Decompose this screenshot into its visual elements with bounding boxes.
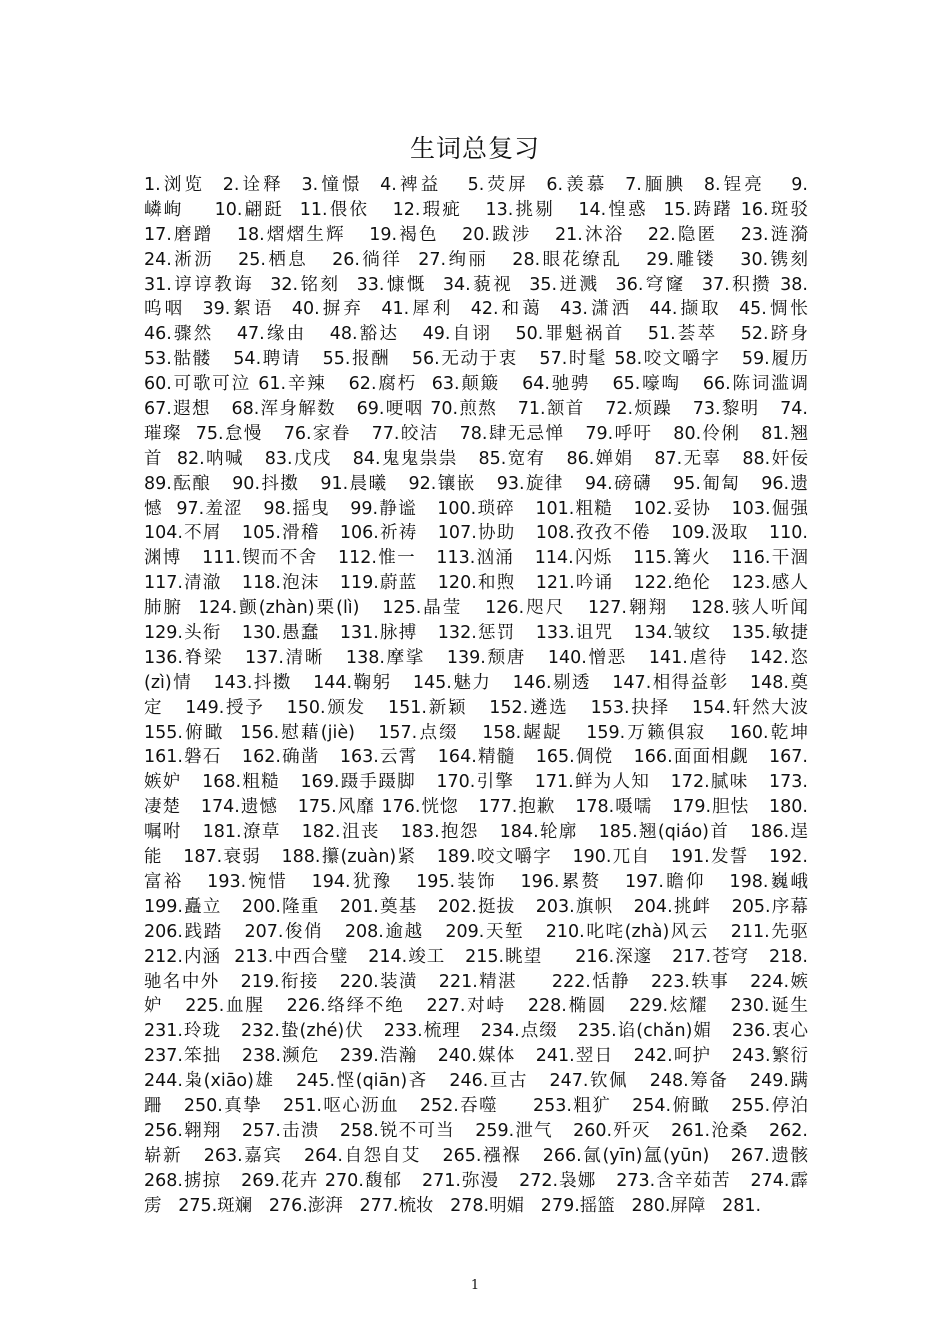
vocab-line: 24.淅沥 25.栖息 26.徜徉 27.绚丽 28.眼花缭乱 29.雕镂 30.镌刻 (144, 249, 808, 270)
vocab-line: 206.践踏 207.俊俏 208.逾越 209.天堑 210.叱咤(zhà)风云 211.先驱 (144, 921, 808, 942)
vocab-line: 妒 225.血腥 226.络绎不绝 227.对峙 228.椭圆 229.炫耀 230.诞生 (144, 996, 808, 1017)
page-number: 1 (470, 1278, 480, 1293)
vocab-line: 53.骷髅 54.聘请 55.报酬 56.无动于衷 57.时髦 58.咬文嚼字 59.履历 (144, 349, 808, 370)
vocab-line: 富裕 193.惋惜 194.犹豫 195.装饰 196.累赘 197.瞻仰 198.巍峨 (144, 871, 808, 892)
vocab-line: 136.脊梁 137.清晰 138.摩挲 139.颓唐 140.憎恶 141.虐待 142.恣 (144, 647, 808, 668)
vocab-line: 雳 275.斑斓 276.澎湃 277.梳妆 278.明媚 279.摇篮 280.屏障 281. (144, 1195, 762, 1216)
vocab-line: 231.玲珑 232.蛰(zhé)伏 233.梳理 234.点缀 235.谄(chǎn)媚 236.衷心 (144, 1021, 808, 1042)
vocab-line: 能 187.衰弱 188.攥(zuàn)紧 189.咬文嚼字 190.兀自 191.发誓 192. (144, 847, 808, 868)
vocab-line: 凄楚 174.遗憾 175.风靡 176.恍惚 177.抱歉 178.嗫嚅 179.胆怯 180. (144, 797, 808, 818)
vocab-line: 肺腑 124.颤(zhàn)栗(lì) 125.晶莹 126.咫尺 127.翱翔 128.骇人听闻 (144, 598, 808, 619)
vocab-line: 31.谆谆教诲 32.铭刻 33.慷慨 34.藐视 35.迸溅 36.穹窿 37.积攒 38. (144, 274, 808, 295)
vocab-line: 89.酝酿 90.抖擞 91.晨曦 92.镶嵌 93.旋律 94.磅礴 95.匍匐 96.遗 (144, 473, 808, 494)
vocab-line: 跚 250.真挚 251.呕心沥血 252.吞噬 253.粗犷 254.俯瞰 255.停泊 (144, 1095, 808, 1116)
vocab-line: 崭新 263.嘉宾 264.自怨自艾 265.襁褓 266.氤(yīn)氲(yūn) 267.遗骸 (144, 1145, 808, 1166)
vocab-line: 17.磨蹭 18.熠熠生辉 19.褐色 20.跋涉 21.沐浴 22.隐匿 23.涟漪 (144, 224, 808, 245)
vocab-line: 129.头衔 130.愚蠢 131.脉搏 132.惩罚 133.诅咒 134.皱纹 135.敏捷 (144, 623, 808, 644)
vocab-line: 155.俯瞰 156.慰藉(jiè) 157.点缀 158.龌龊 159.万籁俱寂 160.乾坤 (144, 722, 808, 743)
vocab-line: 67.遐想 68.浑身解数 69.哽咽 70.煎熬 71.颔首 72.烦躁 73.黎明 74. (144, 399, 808, 420)
vocab-line: 104.不屑 105.滑稽 106.祈祷 107.协助 108.孜孜不倦 109.汲取 110. (144, 523, 808, 544)
vocab-line: 199.矗立 200.隆重 201.奠基 202.挺拔 203.旗帜 204.挑衅 205.序幕 (144, 896, 808, 917)
vocab-line: 呜咽 39.絮语 40.摒弃 41.犀利 42.和蔼 43.潇洒 44.撷取 45.惆怅 (144, 299, 808, 320)
vocabulary-list (144, 173, 808, 1218)
vocab-line: 212.内涵 213.中西合璧 214.竣工 215.眺望 216.深邃 217.苍穹 218. (144, 946, 808, 967)
page-title: 生词总复习 (409, 134, 540, 163)
vocab-line: (zì)情 143.抖擞 144.鞠躬 145.魅力 146.剔透 147.相得益彰 148.奠 (144, 672, 808, 693)
vocab-line: 244.枭(xiāo)雄 245.悭(qiān)吝 246.亘古 247.钦佩 248.筹备 249.蹒 (144, 1071, 808, 1092)
vocab-line: 嫉妒 168.粗糙 169.蹑手蹑脚 170.引擎 171.鲜为人知 172.腻味 173. (144, 772, 808, 793)
vocab-line: 117.清澈 118.泡沫 119.蔚蓝 120.和煦 121.吟诵 122.绝伦 123.感人 (144, 573, 808, 594)
vocab-line: 256.翱翔 257.击溃 258.锐不可当 259.泄气 260.歼灭 261.沧桑 262. (144, 1120, 808, 1141)
vocab-line: 60.可歌可泣 61.辛辣 62.腐朽 63.颠簸 64.驰骋 65.嚎啕 66.陈词滥调 (144, 374, 808, 395)
vocab-line: 定 149.授予 150.颁发 151.新颖 152.遴选 153.抉择 154.轩然大波 (144, 697, 808, 718)
vocab-line: 46.骤然 47.缘由 48.豁达 49.自诩 50.罪魁祸首 51.荟萃 52.跻身 (144, 324, 808, 345)
vocab-line: 渊博 111.锲而不舍 112.惟一 113.汹涌 114.闪烁 115.篝火 116.干涸 (144, 548, 808, 569)
vocab-line: 161.磐石 162.确凿 163.云霄 164.精髓 165.倜傥 166.面面相觑 167. (144, 747, 808, 768)
vocab-line: 璀璨 75.怠慢 76.家眷 77.皎洁 78.肆无忌惮 79.呼吁 80.伶俐 81.翘 (144, 423, 808, 444)
vocab-line: 237.笨拙 238.濒危 239.浩瀚 240.媒体 241.翌日 242.呵护 243.繁衍 (144, 1046, 808, 1067)
vocab-line: 嶙峋 10.翩跹 11.偎依 12.瑕疵 13.挑剔 14.惶惑 15.踌躇 16.斑驳 (144, 199, 808, 220)
vocab-line: 首 82.呐喊 83.戊戌 84.鬼鬼祟祟 85.宽宥 86.婵娟 87.无辜 88.奸佞 (144, 448, 808, 469)
vocab-line: 憾 97.羞涩 98.摇曳 99.静谧 100.琐碎 101.粗糙 102.妥协 103.倔强 (144, 498, 808, 519)
vocab-line: 1.浏览 2.诠释 3.憧憬 4.裨益 5.荧屏 6.羡慕 7.腼腆 8.锃亮 9. (144, 175, 808, 195)
vocab-line: 268.掳掠 269.花卉 270.馥郁 271.弥漫 272.袅娜 273.含辛茹苦 274.霹 (144, 1170, 808, 1191)
vocab-line: 驰名中外 219.衔接 220.装潢 221.精湛 222.恬静 223.轶事 224.嫉 (144, 971, 808, 992)
vocab-line: 嘱咐 181.潦草 182.沮丧 183.抱怨 184.轮廓 185.翘(qiáo)首 186.逞 (144, 822, 808, 843)
